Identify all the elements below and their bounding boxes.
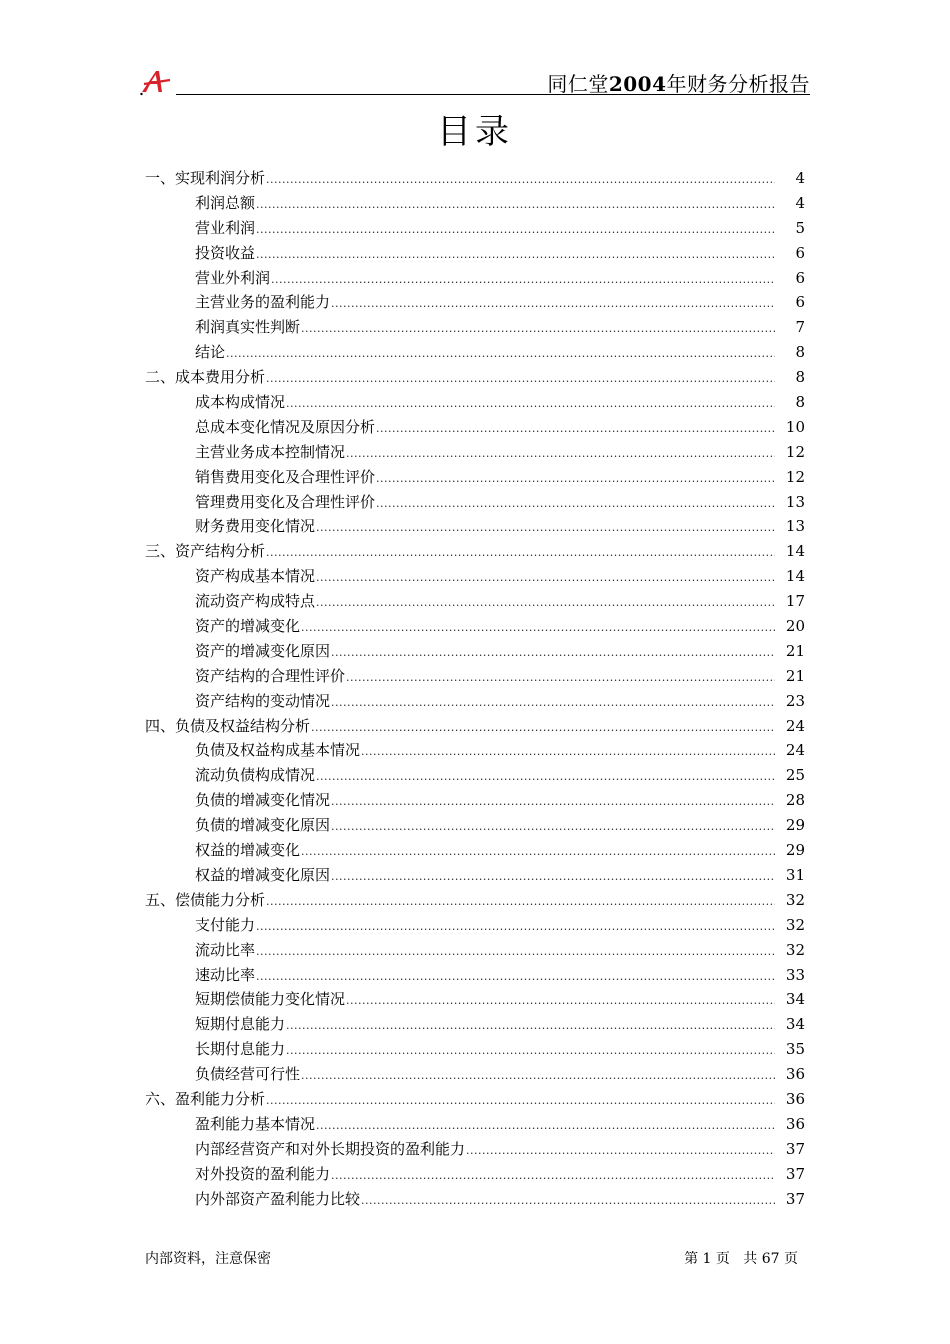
toc-entry-label: 速动比率 <box>195 965 256 984</box>
toc-entry-label: 短期偿债能力变化情况 <box>195 990 346 1009</box>
toc-entry-label: 营业利润 <box>195 218 256 237</box>
toc-entry-label: 流动负债构成情况 <box>195 766 316 785</box>
toc-subsection-row[interactable] <box>145 1137 810 1162</box>
toc-entry-page: 32 <box>785 915 805 934</box>
toc-dot-leader <box>376 417 775 442</box>
toc-dot-leader <box>286 392 775 417</box>
toc-entry-label: 五、偿债能力分析 <box>145 890 266 909</box>
toc-entry-label: 四、负债及权益结构分析 <box>145 716 311 735</box>
toc-dot-leader <box>331 641 775 666</box>
toc-subsection-row[interactable] <box>145 987 810 1012</box>
toc-entry-label: 负债经营可行性 <box>195 1065 301 1084</box>
toc-entry-label: 负债的增减变化情况 <box>195 791 331 810</box>
toc-entry-label: 权益的增减变化原因 <box>195 865 331 884</box>
toc-dot-leader <box>256 243 775 268</box>
toc-entry-page: 34 <box>785 990 805 1009</box>
toc-dot-leader <box>316 516 775 541</box>
toc-subsection-row[interactable] <box>145 1037 810 1062</box>
toc-entry-page: 8 <box>795 343 805 362</box>
toc-dot-leader <box>346 666 775 691</box>
toc-entry-page: 7 <box>795 318 805 337</box>
toc-dot-leader <box>266 541 775 566</box>
toc-section-row[interactable] <box>145 714 810 739</box>
toc-subsection-row[interactable] <box>145 963 810 988</box>
toc-section-row[interactable] <box>145 539 810 564</box>
toc-subsection-row[interactable] <box>145 340 810 365</box>
toc-entry-label: 对外投资的盈利能力 <box>195 1164 331 1183</box>
toc-entry-page: 4 <box>795 169 805 187</box>
toc-entry-page: 5 <box>795 218 805 237</box>
toc-entry-page: 29 <box>785 841 805 860</box>
toc-dot-leader <box>301 840 775 865</box>
toc-subsection-row[interactable] <box>145 763 810 788</box>
toc-entry-label: 资产结构的变动情况 <box>195 691 331 710</box>
toc-subsection-row[interactable] <box>145 664 810 689</box>
toc-entry-page: 31 <box>785 865 805 884</box>
toc-entry-page: 36 <box>785 1114 805 1133</box>
toc-entry-label: 负债的增减变化原因 <box>195 816 331 835</box>
toc-dot-leader <box>256 940 775 965</box>
toc-dot-leader <box>266 367 775 392</box>
toc-subsection-row[interactable] <box>145 390 810 415</box>
toc-subsection-row[interactable] <box>145 564 810 589</box>
toc-entry-page: 6 <box>795 243 805 262</box>
toc-entry-label: 支付能力 <box>195 915 256 934</box>
toc-entry-page: 8 <box>795 393 805 412</box>
toc-dot-leader <box>331 865 775 890</box>
toc-subsection-row[interactable] <box>145 614 810 639</box>
header-title-prefix: 同仁堂 <box>547 72 609 96</box>
toc-entry-label: 流动资产构成特点 <box>195 592 316 611</box>
toc-subsection-row[interactable] <box>145 639 810 664</box>
toc-entry-page: 10 <box>785 417 805 436</box>
toc-dot-leader <box>331 1164 775 1189</box>
toc-entry-label: 三、资产结构分析 <box>145 542 266 561</box>
footer-confidential: 内部资料，注意保密 <box>145 1251 271 1267</box>
toc-dot-leader <box>226 342 775 367</box>
toc-dot-leader <box>311 716 775 741</box>
toc-dot-leader <box>466 1139 775 1164</box>
toc-subsection-row[interactable] <box>145 689 810 714</box>
toc-subsection-row[interactable] <box>145 738 810 763</box>
toc-dot-leader <box>361 1189 775 1214</box>
toc-entry-label: 二、成本费用分析 <box>145 368 266 387</box>
toc-dot-leader <box>286 1014 775 1039</box>
toc-subsection-row[interactable] <box>145 191 810 216</box>
toc-entry-label: 权益的增减变化 <box>195 841 301 860</box>
toc-entry-label: 资产构成基本情况 <box>195 567 316 586</box>
toc-entry-page: 21 <box>785 666 805 685</box>
toc-dot-leader <box>256 965 775 990</box>
toc-entry-page: 17 <box>785 592 805 611</box>
toc-entry-page: 12 <box>785 442 805 461</box>
toc-entry-page: 6 <box>795 293 805 312</box>
toc-section-row[interactable] <box>145 888 810 913</box>
toc-entry-label: 销售费用变化及合理性评价 <box>195 467 376 486</box>
header-title <box>547 68 810 97</box>
toc-entry-label: 六、盈利能力分析 <box>145 1089 266 1108</box>
toc-subsection-row[interactable] <box>145 788 810 813</box>
toc-subsection-row[interactable] <box>145 216 810 241</box>
toc-dot-leader <box>271 268 775 293</box>
toc-entry-label: 资产的增减变化原因 <box>195 641 331 660</box>
toc-entry-page: 32 <box>785 890 805 909</box>
toc-entry-label: 资产的增减变化 <box>195 617 301 636</box>
toc-subsection-row[interactable] <box>145 465 810 490</box>
toc-subsection-row[interactable] <box>145 589 810 614</box>
toc-dot-leader <box>266 1089 775 1114</box>
toc-subsection-row[interactable] <box>145 241 810 266</box>
toc-entry-page: 6 <box>795 268 805 287</box>
header-rule <box>176 94 810 95</box>
toc-dot-leader <box>256 915 775 940</box>
toc-entry-label: 短期付息能力 <box>195 1015 286 1034</box>
toc-section-row[interactable] <box>145 365 810 390</box>
toc-entry-label: 负债及权益构成基本情况 <box>195 741 361 760</box>
toc-subsection-row[interactable] <box>145 1062 810 1087</box>
toc-subsection-row[interactable] <box>145 1012 810 1037</box>
toc-entry-page: 36 <box>785 1089 805 1108</box>
header-title-suffix: 年财务分析报告 <box>666 72 810 96</box>
toc-subsection-row[interactable] <box>145 440 810 465</box>
toc-entry-label: 主营业务的盈利能力 <box>195 293 331 312</box>
toc-subsection-row[interactable] <box>145 415 810 440</box>
toc-dot-leader <box>346 989 775 1014</box>
toc-entry-page: 21 <box>785 641 805 660</box>
toc-subsection-row[interactable] <box>145 290 810 315</box>
toc-entry-page: 34 <box>785 1015 805 1034</box>
toc-dot-leader <box>256 193 775 218</box>
toc-entry-label: 长期付息能力 <box>195 1040 286 1059</box>
toc-entry-label: 利润真实性判断 <box>195 318 301 337</box>
toc-entry-page: 37 <box>785 1139 805 1158</box>
toc-entry-label: 内外部资产盈利能力比较 <box>195 1189 361 1208</box>
toc-dot-leader <box>301 317 775 342</box>
toc-entry-page: 37 <box>785 1189 805 1208</box>
toc-entry-page: 14 <box>785 567 805 586</box>
toc-subsection-row[interactable] <box>145 266 810 291</box>
toc-title: 目录 <box>437 112 513 152</box>
toc-dot-leader <box>376 492 775 517</box>
toc-dot-leader <box>256 218 775 243</box>
toc-subsection-row[interactable] <box>145 838 810 863</box>
toc-dot-leader <box>346 442 775 467</box>
toc-dot-leader <box>316 566 775 591</box>
toc-entry-page: 33 <box>785 965 805 984</box>
toc-dot-leader <box>301 616 775 641</box>
toc-subsection-row[interactable] <box>145 863 810 888</box>
toc-entry-page: 29 <box>785 816 805 835</box>
toc-dot-leader <box>361 740 775 765</box>
toc-subsection-row[interactable] <box>145 1162 810 1187</box>
toc-section-row[interactable] <box>145 1087 810 1112</box>
toc-dot-leader <box>331 292 775 317</box>
toc-entry-label: 结论 <box>195 343 226 362</box>
toc-entry-label: 财务费用变化情况 <box>195 517 316 536</box>
toc-entry-page: 23 <box>785 691 805 710</box>
logo-icon <box>140 68 172 96</box>
toc-entry-page: 12 <box>785 467 805 486</box>
toc-entry-label: 管理费用变化及合理性评价 <box>195 492 376 511</box>
toc-subsection-row[interactable] <box>145 913 810 938</box>
toc-entry-page: 36 <box>785 1065 805 1084</box>
toc-entry-label: 主营业务成本控制情况 <box>195 442 346 461</box>
toc-entry-page: 20 <box>785 617 805 636</box>
toc-entry-label: 盈利能力基本情况 <box>195 1114 316 1133</box>
toc-dot-leader <box>331 790 775 815</box>
toc-subsection-row[interactable] <box>145 514 810 539</box>
toc-entry-page: 37 <box>785 1164 805 1183</box>
toc-entry-page: 4 <box>795 193 805 212</box>
toc-dot-leader <box>301 1064 775 1089</box>
toc-entry-label: 投资收益 <box>195 243 256 262</box>
toc-dot-leader <box>266 168 775 193</box>
toc-subsection-row[interactable] <box>145 813 810 838</box>
toc-entry-page: 32 <box>785 940 805 959</box>
toc-entry-page: 25 <box>785 766 805 785</box>
toc-entry-label: 营业外利润 <box>195 268 271 287</box>
toc-dot-leader <box>331 815 775 840</box>
footer-pagination <box>684 1248 798 1268</box>
toc-entry-page: 13 <box>785 517 805 536</box>
footer-page-label: 第 1 页 <box>684 1251 730 1267</box>
toc-dot-leader <box>316 765 775 790</box>
toc-entry-label: 资产结构的合理性评价 <box>195 666 346 685</box>
toc-entry-page: 8 <box>795 368 805 387</box>
footer-total-label: 共 67 页 <box>743 1251 798 1267</box>
toc-entry-page: 14 <box>785 542 805 561</box>
toc-entry-label: 成本构成情况 <box>195 393 286 412</box>
toc-subsection-row[interactable] <box>145 938 810 963</box>
toc-dot-leader <box>316 591 775 616</box>
toc-dot-leader <box>376 467 775 492</box>
toc-dot-leader <box>331 691 775 716</box>
header-title-year: 2004 <box>608 72 667 96</box>
toc-entry-label: 利润总额 <box>195 193 256 212</box>
toc-entry-label: 总成本变化情况及原因分析 <box>195 417 376 436</box>
toc-entry-page: 13 <box>785 492 805 511</box>
toc-subsection-row[interactable] <box>145 1187 810 1212</box>
toc-entry-page: 28 <box>785 791 805 810</box>
toc-entry-label: 内部经营资产和对外长期投资的盈利能力 <box>195 1139 466 1158</box>
toc-entry-page: 24 <box>785 716 805 735</box>
toc-dot-leader <box>316 1114 775 1139</box>
toc-entry-page: 35 <box>785 1040 805 1059</box>
toc-entry-label: 一、实现利润分析 <box>145 169 266 187</box>
toc-subsection-row[interactable] <box>145 490 810 515</box>
toc-dot-leader <box>266 890 775 915</box>
toc-entry-page: 24 <box>785 741 805 760</box>
toc-subsection-row[interactable] <box>145 315 810 340</box>
toc-subsection-row[interactable] <box>145 1112 810 1137</box>
toc-dot-leader <box>286 1039 775 1064</box>
toc-entry-label: 流动比率 <box>195 940 256 959</box>
toc-section-row[interactable] <box>145 166 810 191</box>
toc-list <box>145 166 810 1211</box>
